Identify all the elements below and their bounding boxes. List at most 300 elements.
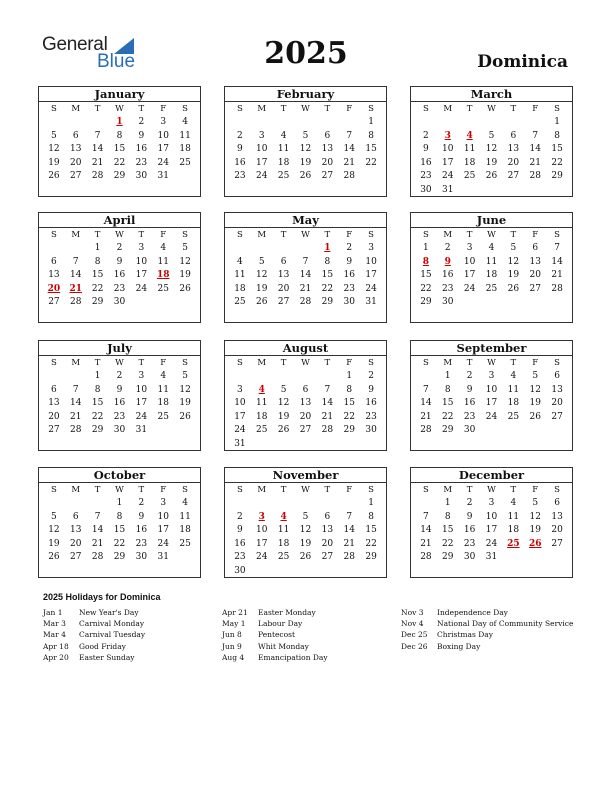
- day-cell: 19: [529, 525, 541, 535]
- day-cell: 2: [138, 498, 145, 508]
- weekday-label: M: [71, 104, 81, 114]
- day-cell: 24: [135, 283, 148, 294]
- month-february: [224, 86, 387, 197]
- weekday-label: W: [487, 104, 496, 114]
- weekday-label: T: [324, 358, 331, 368]
- day-cell: 20: [551, 525, 563, 535]
- day-cell: 12: [299, 144, 312, 154]
- empty-day-cell: [273, 370, 295, 384]
- empty-day-cell: [43, 370, 65, 384]
- day-cell: 31: [442, 184, 454, 195]
- holiday-date: Jun 9: [222, 641, 242, 651]
- day-cell: 23: [420, 171, 432, 181]
- day-cell: 5: [51, 130, 57, 141]
- weekday-label: T: [138, 230, 145, 240]
- day-cell: 14: [321, 398, 334, 408]
- weekday-label: M: [257, 104, 267, 114]
- day-cell: 28: [91, 552, 104, 562]
- day-cell: 15: [365, 144, 377, 154]
- day-cell: 21: [91, 157, 104, 168]
- day-cell: 7: [423, 511, 429, 522]
- day-cell: 28: [299, 297, 312, 307]
- day-cell: 6: [510, 130, 517, 141]
- day-cell: 9: [368, 384, 374, 395]
- day-cell: 29: [113, 171, 126, 181]
- empty-day-cell: [87, 116, 109, 130]
- day-cell: 11: [507, 384, 520, 395]
- empty-day-cell: [415, 370, 437, 384]
- day-cell: 17: [135, 270, 148, 280]
- weekday-label: T: [94, 230, 101, 240]
- day-cell: 15: [343, 398, 355, 408]
- holiday-row: [222, 607, 328, 618]
- empty-day-cell: [65, 242, 87, 256]
- day-cell: 16: [135, 144, 148, 154]
- day-cell: 13: [551, 511, 563, 522]
- weekday-label: T: [324, 230, 331, 240]
- day-cell: 11: [179, 511, 191, 522]
- holiday-name: Christmas Day: [437, 630, 493, 640]
- day-cell: 7: [72, 384, 79, 395]
- holiday-name: National Day of Community Service: [437, 619, 574, 629]
- day-cell: 1: [94, 243, 101, 253]
- holiday-day-cell: 1: [116, 117, 123, 127]
- holiday-date: Nov 3: [401, 608, 424, 617]
- day-cell: 6: [280, 256, 287, 267]
- day-cell: 5: [488, 130, 495, 141]
- day-cell: 24: [485, 538, 498, 549]
- day-cell: 10: [157, 511, 169, 522]
- day-cell: 23: [365, 411, 377, 422]
- holiday-date: Nov 4: [401, 619, 424, 629]
- day-cell: 24: [157, 538, 169, 549]
- holiday-date: Dec 25: [401, 630, 428, 640]
- empty-day-cell: [229, 497, 251, 511]
- weekday-label: M: [257, 358, 267, 368]
- day-cell: 22: [365, 157, 377, 168]
- day-cell: 24: [442, 171, 454, 181]
- weekday-label: T: [280, 230, 287, 240]
- empty-day-cell: [229, 116, 251, 130]
- day-cell: 17: [442, 157, 454, 168]
- day-cell: 16: [135, 525, 148, 535]
- empty-day-cell: [415, 497, 437, 511]
- day-cell: 22: [343, 411, 355, 422]
- weekday-label: T: [138, 104, 145, 114]
- day-cell: 28: [343, 171, 355, 181]
- holiday-day-cell: 25: [507, 538, 520, 549]
- day-cell: 5: [302, 130, 309, 141]
- day-cell: 17: [157, 525, 169, 535]
- empty-day-cell: [316, 497, 338, 511]
- month-december: [410, 467, 573, 578]
- day-cell: 11: [507, 511, 520, 522]
- holiday-row: [401, 618, 573, 629]
- day-cell: 31: [485, 552, 498, 562]
- holiday-column: [43, 607, 145, 663]
- day-cell: 25: [179, 538, 191, 549]
- day-cell: 14: [91, 525, 104, 535]
- day-cell: 23: [442, 283, 454, 294]
- month-january: [38, 86, 201, 197]
- day-cell: 10: [256, 525, 268, 535]
- day-cell: 10: [463, 256, 476, 267]
- weekday-label: F: [346, 104, 353, 114]
- day-cell: 26: [48, 171, 60, 181]
- day-cell: 12: [256, 270, 268, 280]
- day-cell: 13: [70, 144, 82, 154]
- day-cell: 24: [256, 171, 268, 181]
- day-cell: 5: [532, 498, 539, 508]
- weekday-label: S: [368, 358, 374, 368]
- empty-day-cell: [251, 242, 273, 256]
- day-cell: 9: [138, 130, 145, 141]
- day-cell: 31: [234, 438, 246, 449]
- day-cell: 6: [72, 130, 79, 141]
- holiday-row: [401, 607, 573, 618]
- day-cell: 12: [299, 525, 312, 535]
- weekday-label: T: [510, 104, 517, 114]
- day-cell: 23: [135, 157, 148, 168]
- day-cell: 20: [277, 283, 290, 294]
- day-cell: 29: [113, 552, 126, 562]
- day-cell: 14: [70, 270, 82, 280]
- weekday-label: M: [443, 104, 453, 114]
- empty-day-cell: [295, 370, 317, 384]
- day-cell: 19: [48, 157, 60, 168]
- holiday-row: [222, 629, 328, 640]
- weekday-label: F: [160, 104, 167, 114]
- day-cell: 23: [113, 283, 126, 294]
- day-cell: 24: [135, 411, 148, 422]
- day-cell: 2: [423, 130, 429, 141]
- day-cell: 8: [368, 130, 374, 141]
- day-cell: 16: [463, 398, 476, 408]
- empty-day-cell: [338, 116, 360, 130]
- empty-day-cell: [251, 116, 273, 130]
- day-cell: 9: [116, 256, 123, 267]
- day-cell: 10: [485, 384, 498, 395]
- day-cell: 6: [532, 243, 539, 253]
- day-cell: 10: [485, 511, 498, 522]
- day-cell: 24: [485, 411, 498, 422]
- day-cell: 7: [72, 256, 79, 267]
- holiday-name: Pentecost: [258, 630, 296, 640]
- day-cell: 10: [157, 130, 169, 141]
- weekday-label: W: [487, 230, 496, 240]
- holiday-row: [401, 629, 573, 640]
- day-cell: 12: [277, 398, 290, 408]
- holiday-name: Good Friday: [79, 641, 126, 651]
- weekday-label: F: [532, 358, 539, 368]
- day-cell: 4: [510, 371, 517, 381]
- day-cell: 19: [299, 157, 312, 168]
- empty-day-cell: [481, 116, 503, 130]
- day-cell: 27: [70, 171, 82, 181]
- weekday-label: F: [346, 485, 353, 495]
- day-cell: 1: [423, 243, 429, 253]
- day-cell: 24: [157, 157, 169, 168]
- day-cell: 5: [182, 371, 188, 381]
- holiday-date: Jun 8: [222, 630, 242, 640]
- day-cell: 18: [179, 144, 191, 154]
- day-cell: 23: [463, 538, 476, 549]
- month-title: May: [225, 213, 386, 228]
- day-cell: 4: [160, 371, 167, 381]
- month-title: August: [225, 341, 386, 356]
- day-cell: 26: [507, 283, 520, 294]
- day-cell: 20: [70, 157, 82, 168]
- holiday-date: May 1: [222, 619, 246, 629]
- day-cell: 15: [91, 398, 104, 408]
- day-cell: 14: [91, 144, 104, 154]
- day-cell: 10: [365, 256, 377, 267]
- day-cell: 30: [343, 297, 355, 307]
- weekday-label: T: [94, 358, 101, 368]
- day-cell: 17: [485, 398, 498, 408]
- weekday-label: M: [443, 230, 453, 240]
- holiday-row: [222, 641, 328, 652]
- day-cell: 2: [138, 117, 145, 127]
- day-cell: 13: [48, 398, 60, 408]
- day-cell: 19: [179, 270, 191, 280]
- day-cell: 30: [420, 184, 432, 195]
- day-cell: 21: [551, 270, 563, 280]
- day-cell: 30: [463, 425, 476, 435]
- empty-day-cell: [524, 116, 546, 130]
- weekday-label: T: [94, 104, 101, 114]
- day-cell: 30: [234, 565, 246, 576]
- day-cell: 25: [485, 283, 498, 294]
- day-cell: 10: [442, 144, 454, 154]
- holiday-date: Apr 18: [43, 641, 69, 651]
- day-cell: 14: [529, 144, 541, 154]
- empty-day-cell: [273, 116, 295, 130]
- day-cell: 18: [157, 398, 169, 408]
- month-may: [224, 212, 387, 323]
- holiday-name: Easter Monday: [258, 608, 316, 617]
- day-cell: 28: [70, 297, 82, 307]
- weekday-label: T: [280, 358, 287, 368]
- holiday-name: Carnival Tuesday: [79, 630, 146, 640]
- holiday-day-cell: 20: [47, 283, 61, 294]
- day-cell: 6: [72, 511, 79, 522]
- day-cell: 5: [182, 243, 188, 253]
- day-cell: 31: [157, 552, 169, 562]
- day-cell: 19: [485, 157, 498, 168]
- country-name: Dominica: [477, 52, 568, 72]
- day-cell: 29: [442, 552, 454, 562]
- month-title: April: [39, 213, 200, 228]
- day-cell: 9: [116, 384, 123, 395]
- day-cell: 26: [485, 171, 498, 181]
- day-cell: 7: [346, 130, 353, 141]
- day-cell: 30: [113, 425, 126, 435]
- day-cell: 22: [113, 538, 126, 549]
- weekday-label: S: [182, 230, 188, 240]
- empty-day-cell: [502, 116, 524, 130]
- day-cell: 3: [488, 498, 495, 508]
- day-cell: 27: [529, 283, 541, 294]
- day-cell: 3: [160, 498, 167, 508]
- day-cell: 15: [91, 270, 104, 280]
- holiday-name: Easter Sunday: [79, 652, 135, 662]
- day-cell: 6: [324, 511, 331, 522]
- day-cell: 9: [466, 384, 473, 395]
- empty-day-cell: [316, 116, 338, 130]
- day-cell: 5: [302, 511, 309, 522]
- day-cell: 19: [48, 538, 60, 549]
- weekday-label: W: [115, 230, 124, 240]
- day-cell: 20: [321, 157, 334, 168]
- day-cell: 15: [113, 144, 126, 154]
- empty-day-cell: [43, 116, 65, 130]
- day-cell: 7: [94, 130, 101, 141]
- day-cell: 8: [444, 511, 451, 522]
- holiday-name: Boxing Day: [437, 641, 481, 651]
- day-cell: 25: [157, 283, 169, 294]
- day-cell: 29: [91, 425, 104, 435]
- holiday-row: [222, 618, 328, 629]
- day-cell: 10: [135, 384, 148, 395]
- day-cell: 6: [554, 498, 560, 508]
- day-cell: 2: [116, 243, 123, 253]
- day-cell: 19: [299, 538, 312, 549]
- day-cell: 17: [234, 411, 246, 422]
- day-cell: 11: [234, 270, 246, 280]
- day-cell: 22: [442, 538, 454, 549]
- weekday-label: M: [71, 485, 81, 495]
- weekday-label: S: [182, 485, 188, 495]
- holiday-date: Mar 3: [43, 619, 66, 629]
- weekday-label: F: [532, 230, 539, 240]
- day-cell: 8: [324, 256, 331, 267]
- day-cell: 8: [116, 130, 123, 141]
- day-cell: 13: [529, 256, 541, 267]
- day-cell: 22: [321, 283, 334, 294]
- day-cell: 29: [420, 297, 432, 307]
- day-cell: 14: [343, 525, 355, 535]
- day-cell: 23: [234, 171, 246, 181]
- day-cell: 28: [551, 283, 563, 294]
- day-cell: 22: [365, 538, 377, 549]
- weekday-label: M: [71, 358, 81, 368]
- weekday-label: T: [280, 104, 287, 114]
- day-cell: 4: [182, 498, 188, 508]
- day-cell: 30: [442, 297, 454, 307]
- day-cell: 22: [91, 283, 104, 294]
- day-cell: 27: [48, 425, 60, 435]
- holiday-day-cell: 4: [280, 511, 287, 522]
- day-cell: 30: [113, 297, 126, 307]
- day-cell: 25: [157, 411, 169, 422]
- day-cell: 6: [302, 384, 309, 395]
- day-cell: 29: [321, 297, 334, 307]
- day-cell: 1: [94, 371, 101, 381]
- day-cell: 10: [234, 398, 246, 408]
- day-cell: 22: [113, 157, 126, 168]
- holiday-row: [43, 607, 145, 618]
- day-cell: 3: [488, 371, 495, 381]
- day-cell: 2: [466, 498, 473, 508]
- day-cell: 5: [280, 384, 287, 395]
- day-cell: 16: [343, 270, 355, 280]
- day-cell: 4: [182, 117, 188, 127]
- weekday-label: S: [182, 104, 188, 114]
- holiday-day-cell: 4: [466, 130, 473, 141]
- month-april: [38, 212, 201, 323]
- day-cell: 17: [135, 398, 148, 408]
- day-cell: 4: [280, 130, 287, 141]
- weekday-label: M: [257, 230, 267, 240]
- day-cell: 15: [442, 398, 454, 408]
- day-cell: 8: [368, 511, 374, 522]
- holiday-day-cell: 3: [258, 511, 265, 522]
- holiday-column: [401, 607, 573, 652]
- month-title: March: [411, 87, 572, 102]
- day-cell: 11: [277, 144, 290, 154]
- day-cell: 12: [529, 384, 541, 395]
- holiday-name: Independence Day: [437, 608, 508, 617]
- holiday-date: Apr 21: [222, 608, 248, 617]
- holiday-day-cell: 1: [324, 243, 331, 253]
- day-cell: 18: [485, 270, 498, 280]
- day-cell: 15: [321, 270, 334, 280]
- day-cell: 6: [51, 384, 57, 395]
- day-cell: 19: [529, 398, 541, 408]
- day-cell: 24: [234, 425, 246, 435]
- holiday-day-cell: 9: [444, 256, 451, 267]
- day-cell: 9: [237, 525, 243, 535]
- day-cell: 21: [321, 411, 334, 422]
- holidays-title: 2025 Holidays for Dominica: [43, 592, 161, 602]
- month-september: [410, 340, 573, 451]
- empty-day-cell: [415, 116, 437, 130]
- month-title: January: [39, 87, 200, 102]
- day-cell: 13: [299, 398, 312, 408]
- day-cell: 28: [91, 171, 104, 181]
- holiday-day-cell: 21: [69, 283, 83, 294]
- day-cell: 18: [179, 525, 191, 535]
- day-cell: 7: [94, 511, 101, 522]
- day-cell: 26: [299, 552, 312, 562]
- day-cell: 26: [277, 425, 290, 435]
- day-cell: 17: [157, 144, 169, 154]
- day-cell: 27: [277, 297, 290, 307]
- month-title: July: [39, 341, 200, 356]
- month-march: [410, 86, 573, 197]
- month-title: February: [225, 87, 386, 102]
- weekday-label: T: [466, 358, 473, 368]
- empty-day-cell: [273, 242, 295, 256]
- day-cell: 29: [91, 297, 104, 307]
- day-cell: 20: [507, 157, 520, 168]
- day-cell: 31: [365, 297, 377, 307]
- day-cell: 11: [157, 384, 169, 395]
- holiday-row: [401, 641, 573, 652]
- day-cell: 26: [529, 411, 541, 422]
- holiday-date: Dec 26: [401, 641, 428, 651]
- holiday-day-cell: 4: [258, 384, 265, 395]
- weekday-label: T: [466, 104, 473, 114]
- day-cell: 12: [179, 384, 191, 395]
- day-cell: 30: [365, 425, 377, 435]
- day-cell: 9: [138, 511, 145, 522]
- day-cell: 6: [554, 371, 560, 381]
- day-cell: 11: [463, 144, 476, 154]
- weekday-label: S: [237, 358, 243, 368]
- day-cell: 27: [321, 171, 334, 181]
